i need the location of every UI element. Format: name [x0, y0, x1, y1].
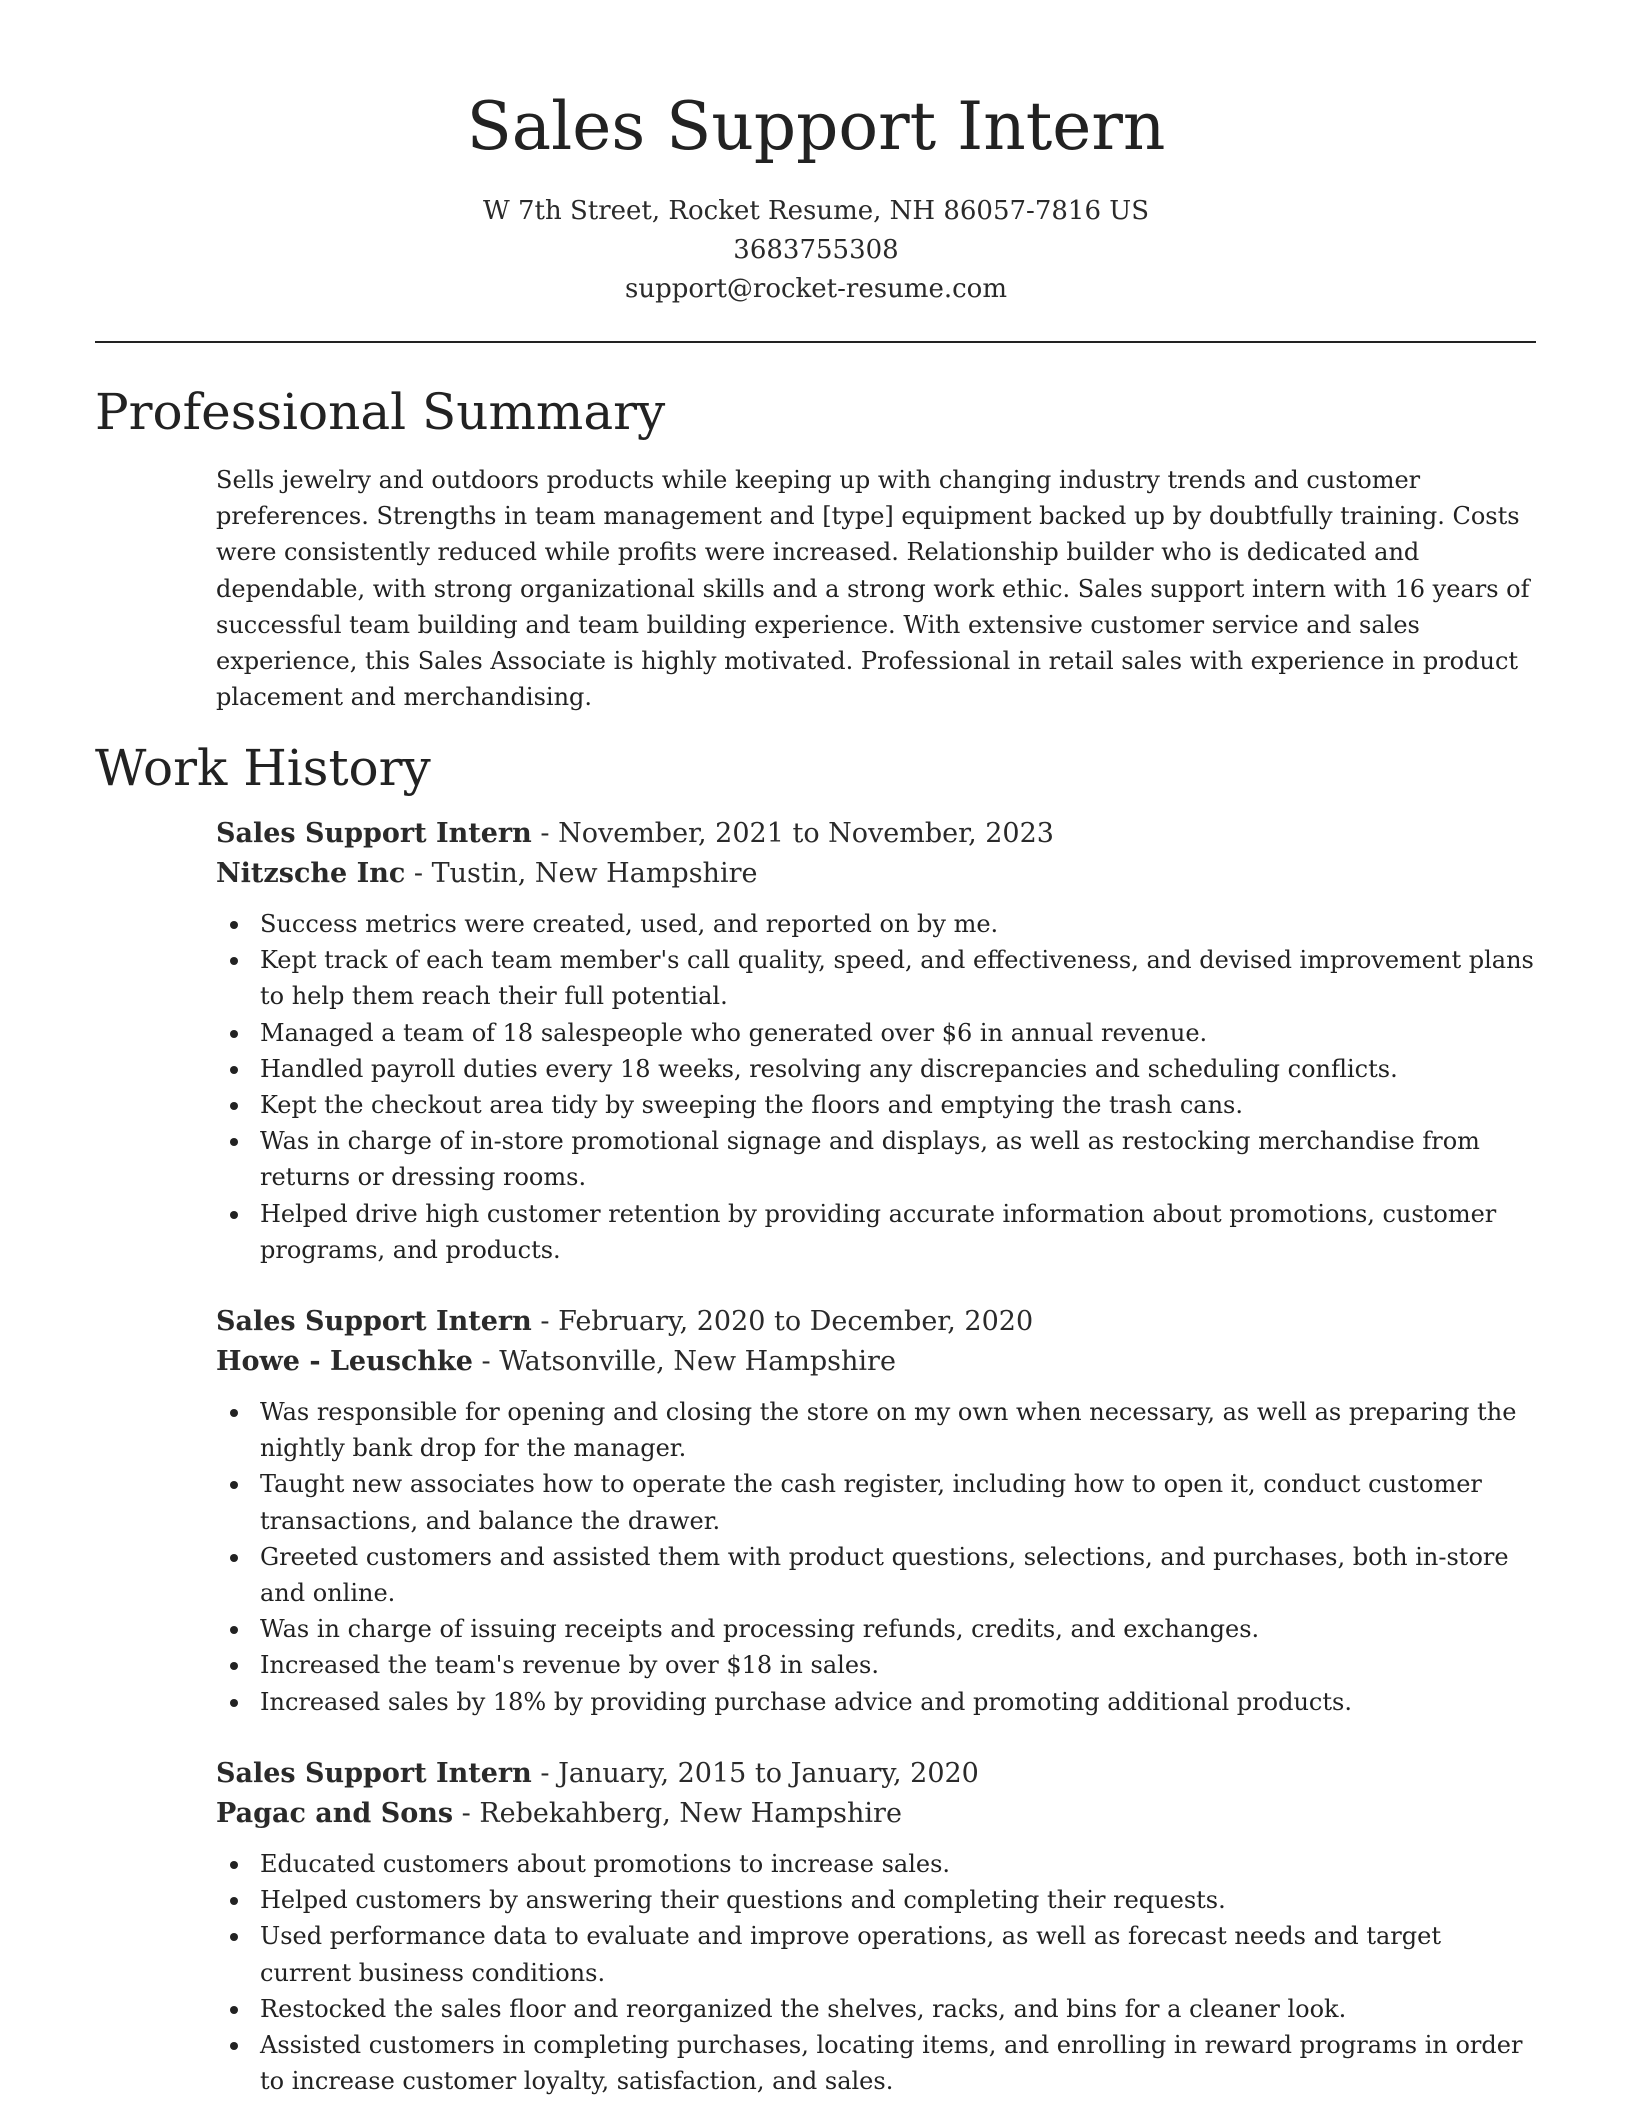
list-item: Assisted customers in completing purchases, locating items, and enrolling in reward programs in order to increase customer loyalty, satisfaction, and sales.: [216, 2027, 1536, 2099]
job-company-line: [216, 1342, 1536, 1382]
list-item: Increased the team's revenue by over $18 in sales.: [216, 1647, 1536, 1683]
job-company: Howe - Leuschke: [216, 1346, 473, 1377]
list-item: Kept track of each team member's call quality, speed, and effectiveness, and devised improvement plans to help them reach their full potential.: [216, 942, 1536, 1014]
list-item: Was in charge of issuing receipts and processing refunds, credits, and exchanges.: [216, 1611, 1536, 1647]
job-bullets: [216, 1394, 1536, 1720]
contact-address: W 7th Street, Rocket Resume, NH 86057-7816 US: [482, 196, 1150, 226]
job-location: - Tustin, New Hampshire: [405, 858, 758, 889]
job-dates: - January, 2015 to January, 2020: [531, 1758, 979, 1789]
list-item: Taught new associates how to operate the cash register, including how to open it, conduct customer transactions, and balance the drawer.: [216, 1466, 1536, 1538]
job-entry: [216, 1302, 1536, 1720]
list-item: Success metrics were created, used, and reported on by me.: [216, 906, 1536, 942]
list-item: Helped drive high customer retention by providing accurate information about promotions, customer programs, and products.: [216, 1196, 1536, 1268]
header-divider: [95, 341, 1536, 343]
job-bullets: [216, 1846, 1536, 2099]
list-item: Used performance data to evaluate and improve operations, as well as forecast needs and target current business conditions.: [216, 1918, 1536, 1990]
contact-email: support@rocket-resume.com: [624, 274, 1007, 304]
resume-name: Sales Support Intern: [466, 88, 1166, 165]
list-item: Was in charge of in-store promotional signage and displays, as well as restocking merchandise from returns or dressing rooms.: [216, 1123, 1536, 1195]
job-entry: [216, 814, 1536, 1268]
job-location: - Watsonville, New Hampshire: [472, 1346, 896, 1377]
job-dates: - November, 2021 to November, 2023: [531, 818, 1054, 849]
job-title-line: [216, 1754, 1536, 1794]
list-item: Was responsible for opening and closing the store on my own when necessary, as well as preparing the nightly bank drop for the manager.: [216, 1394, 1536, 1466]
job-title-line: [216, 814, 1536, 854]
job-bullets: [216, 906, 1536, 1268]
job-location: - Rebekahberg, New Hampshire: [453, 1798, 902, 1829]
list-item: Helped customers by answering their questions and completing their requests.: [216, 1882, 1536, 1918]
list-item: Greeted customers and assisted them with product questions, selections, and purchases, both in-store and online.: [216, 1539, 1536, 1611]
list-item: Restocked the sales floor and reorganized the shelves, racks, and bins for a cleaner look.: [216, 1991, 1536, 2027]
job-title-line: [216, 1302, 1536, 1342]
contact-block: [0, 192, 1632, 309]
list-item: Managed a team of 18 salespeople who generated over $6 in annual revenue.: [216, 1015, 1536, 1051]
list-item: Handled payroll duties every 18 weeks, resolving any discrepancies and scheduling conflicts.: [216, 1051, 1536, 1087]
work-history-heading: Work History: [95, 739, 431, 797]
list-item: Increased sales by 18% by providing purchase advice and promoting additional products.: [216, 1684, 1536, 1720]
job-dates: - February, 2020 to December, 2020: [531, 1306, 1034, 1337]
job-company-line: [216, 1794, 1536, 1834]
job-role: Sales Support Intern: [216, 1306, 532, 1337]
list-item: Kept the checkout area tidy by sweeping the floors and emptying the trash cans.: [216, 1087, 1536, 1123]
job-company: Nitzsche Inc: [216, 858, 406, 889]
summary-heading: Professional Summary: [95, 383, 666, 441]
summary-text: Sells jewelry and outdoors products while keeping up with changing industry trends and customer preferences. Strengths in team management and [type] equipment backed up by doubtfully training. Costs were consistently reduced while profits were increased. Relationship builder who is dedicated and dependable, with strong organizational skills and a strong work ethic. Sales support intern with 16 years of successful team building and team building experience. With extensive customer service and sales experience, this Sales Associate is highly motivated. Professional in retail sales with experience in product placement and merchandising.: [216, 466, 1530, 712]
job-company-line: [216, 854, 1536, 894]
job-company: Pagac and Sons: [216, 1798, 454, 1829]
list-item: Educated customers about promotions to increase sales.: [216, 1846, 1536, 1882]
contact-phone: 3683755308: [733, 235, 899, 265]
job-role: Sales Support Intern: [216, 818, 532, 849]
job-role: Sales Support Intern: [216, 1758, 532, 1789]
job-entry: [216, 1754, 1536, 2099]
